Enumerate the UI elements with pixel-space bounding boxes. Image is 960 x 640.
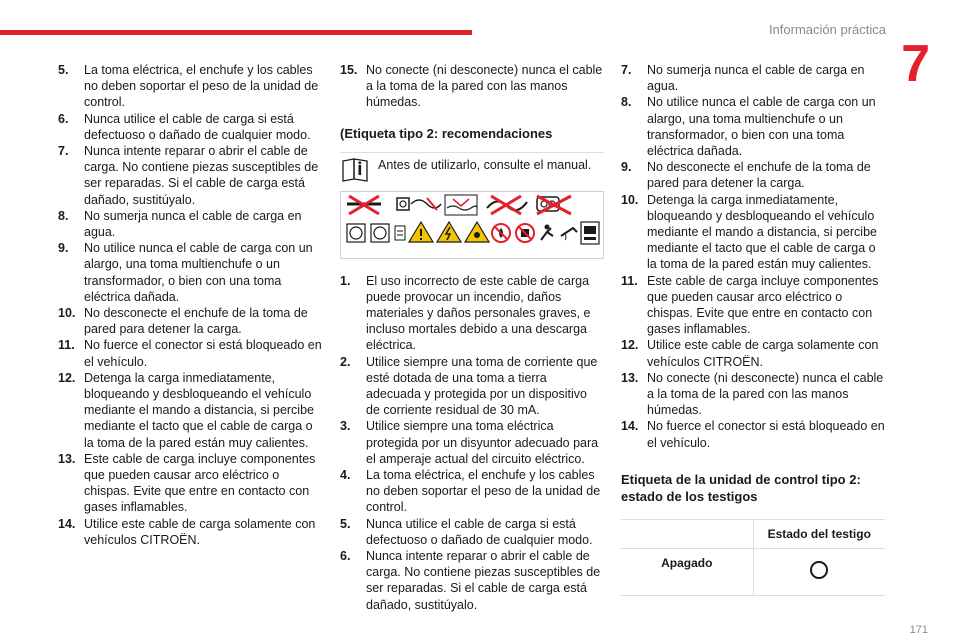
list-item xyxy=(340,62,604,111)
list-item-text: La toma eléctrica, el enchufe y los cables no deben soportar el peso de la unidad de control. xyxy=(84,63,319,110)
list-item-number: 11. xyxy=(58,338,75,353)
manual-book-icon xyxy=(340,157,370,183)
list-item xyxy=(621,370,885,419)
list-item xyxy=(621,62,885,94)
list-item-text: Nunca intente reparar o abrir el cable de carga. No contiene piezas susceptibles de ser reparadas. Si el cable de carga está dañado, sustitúyalo. xyxy=(84,144,319,207)
list-item-text: Utilice siempre una toma de corriente que esté dotada de una toma a tierra adecuada y protegida por un dispositivo de corriente residual de 30 mA. xyxy=(366,354,598,418)
list-item-number: 11. xyxy=(621,273,638,288)
list-item-text: Utilice este cable de carga solamente con vehículos CITROËN. xyxy=(84,516,316,547)
list-item-number: 10. xyxy=(58,306,76,321)
no-extension-cord-icon xyxy=(347,196,381,214)
list-item xyxy=(340,467,604,516)
status-table-row-state xyxy=(754,549,886,595)
list-item-number: 7. xyxy=(58,144,69,159)
list-item-text: El uso incorrecto de este cable de carga puede provocar un incendio, daños materiales y daños personales graves, e incluso mortales debido a una descarga eléctrica. xyxy=(366,273,591,353)
no-cable-pull-icon xyxy=(487,196,527,214)
status-table-row-label: Apagado xyxy=(621,549,754,595)
list-item xyxy=(340,354,604,419)
list-item xyxy=(621,273,885,338)
list-item-number: 5. xyxy=(58,63,69,77)
no-water-icon xyxy=(445,195,477,215)
list-item-number: 7. xyxy=(621,63,632,77)
list-item xyxy=(340,273,604,354)
hot-surface-icon xyxy=(561,228,577,240)
chapter-number: 7 xyxy=(901,35,930,93)
list-item-number: 2. xyxy=(340,354,351,369)
list-item-number: 3. xyxy=(340,419,351,434)
list-item xyxy=(58,516,322,548)
list-item xyxy=(58,62,322,111)
list-item-number: 9. xyxy=(621,160,632,175)
circle-off-icon xyxy=(810,561,828,579)
list-item xyxy=(58,143,322,208)
socket-earth-icon xyxy=(347,224,365,242)
list-item-number: 1. xyxy=(340,273,351,288)
control-unit-icon xyxy=(581,222,599,244)
list-item xyxy=(58,305,322,337)
column-2 xyxy=(340,62,604,613)
fuse-icon xyxy=(395,226,405,240)
col2-top-list xyxy=(340,62,604,111)
list-item-number: 10. xyxy=(621,192,639,207)
status-table-header-state: Estado del testigo xyxy=(767,526,871,541)
list-item xyxy=(58,111,322,143)
list-item-number: 14. xyxy=(58,516,76,531)
list-item xyxy=(621,192,885,273)
list-item-text: No fuerce el conector si está bloqueado en el vehículo. xyxy=(647,419,885,450)
list-item xyxy=(621,418,885,450)
list-item-number: 8. xyxy=(621,95,632,110)
list-item-number: 6. xyxy=(340,549,351,564)
list-item xyxy=(58,337,322,369)
list-item-text: Este cable de carga incluye componentes que pueden causar arco eléctrico o chispas. Evite que entre en contacto con gases inflamables. xyxy=(647,273,879,337)
list-item-number: 15. xyxy=(340,63,358,77)
page-header-title: Información práctica xyxy=(768,22,886,37)
header-accent-bar xyxy=(0,30,472,35)
electric-hazard-icon xyxy=(437,222,461,242)
list-item-number: 5. xyxy=(340,516,351,531)
list-item xyxy=(621,337,885,369)
list-item-text: Nunca utilice el cable de carga si está defectuoso o dañado de cualquier modo. xyxy=(84,111,311,142)
list-item-text: No conecte (ni desconecte) nunca el cable a la toma de la pared con las manos húmedas. xyxy=(366,63,603,110)
list-item-number: 9. xyxy=(58,241,69,256)
list-item-text: Este cable de carga incluye componentes que pueden causar arco eléctrico o chispas. Evite que entre en contacto con gases inflamables. xyxy=(84,451,316,515)
column-3 xyxy=(621,62,885,596)
list-item xyxy=(58,370,322,451)
page-number: 171 xyxy=(909,624,928,636)
list-item-text: Nunca intente reparar o abrir el cable de carga. No contiene piezas susceptibles de ser reparadas. Si el cable de carga está dañado, sustitúyalo. xyxy=(366,549,601,612)
column-1 xyxy=(58,62,322,548)
list-item xyxy=(58,240,322,305)
list-item-text: Nunca utilice el cable de carga si está defectuoso o dañado de cualquier modo. xyxy=(366,516,593,547)
warning-label-pictograms xyxy=(340,191,604,259)
list-item-text: Utilice siempre una toma eléctrica protegida por un disyuntor adecuado para el amperaje actual del circuito eléctrico. xyxy=(366,419,599,466)
list-item xyxy=(621,159,885,191)
no-wet-hands-icon xyxy=(516,224,534,242)
person-fall-icon xyxy=(541,224,553,240)
no-adapter-icon xyxy=(537,196,571,214)
col2-item-list xyxy=(340,273,604,613)
list-item-text: No fuerce el conector si está bloqueado en el vehículo. xyxy=(84,338,322,369)
status-table-header-empty xyxy=(621,520,754,548)
section-title-label-type2: (Etiqueta tipo 2: recomendaciones xyxy=(340,125,553,141)
section-title-control-unit-status: Etiqueta de la unidad de control tipo 2: estado de los testigos xyxy=(621,471,861,504)
list-item xyxy=(340,516,604,548)
list-item-text: No utilice nunca el cable de carga con un alargo, una toma multienchufe o un transformador, o bien con una toma eléctrica dañada. xyxy=(647,95,876,159)
list-item-text: No utilice nunca el cable de carga con un alargo, una toma multienchufe o un transformador, o bien con una toma eléctrica dañada. xyxy=(84,241,313,304)
list-item-number: 12. xyxy=(58,370,76,385)
list-item-text: No desconecte el enchufe de la toma de pared para detener la carga. xyxy=(84,306,308,337)
list-item-number: 4. xyxy=(340,468,351,483)
status-table-row xyxy=(621,549,885,596)
list-item-text: No desconecte el enchufe de la toma de pared para detener la carga. xyxy=(647,160,871,191)
list-item-number: 13. xyxy=(621,370,639,385)
list-item-number: 12. xyxy=(621,338,639,353)
list-item-text: Utilice este cable de carga solamente con vehículos CITROËN. xyxy=(647,338,879,369)
list-item-text: No sumerja nunca el cable de carga en agua. xyxy=(84,208,302,240)
status-table xyxy=(621,519,885,596)
list-item-text: La toma eléctrica, el enchufe y los cables no deben soportar el peso de la unidad de control. xyxy=(366,468,601,515)
list-item-number: 6. xyxy=(58,111,69,126)
list-item xyxy=(58,451,322,516)
list-item-text: Detenga la carga inmediatamente, bloqueando y desbloqueando el vehículo mediante el mando a distancia, si percibe mediante el tacto que el cable de carga o la toma de la pared están muy calientes. xyxy=(647,192,877,272)
manual-note-text: Antes de utilizarlo, consulte el manual. xyxy=(378,157,592,172)
warning-triangle-icon xyxy=(409,222,433,242)
col3-item-list xyxy=(621,62,885,451)
manual-note xyxy=(340,152,604,183)
list-item xyxy=(340,418,604,467)
list-item-text: No conecte (ni desconecte) nunca el cable a la toma de la pared con las manos húmedas. xyxy=(647,370,884,418)
list-item-text: No sumerja nunca el cable de carga en agua. xyxy=(647,63,865,94)
list-item-number: 14. xyxy=(621,419,639,434)
col1-item-list xyxy=(58,62,322,548)
list-item-text: Detenga la carga inmediatamente, bloqueando y desbloqueando el vehículo mediante el mando a distancia, si percibe mediante el tacto que el cable de carga o la toma de la pared están muy calientes. xyxy=(84,370,314,450)
status-table-header-row xyxy=(621,520,885,549)
hand-hazard-icon xyxy=(465,222,489,242)
list-item xyxy=(621,94,885,159)
no-multi-socket-icon xyxy=(397,198,441,210)
socket-rcd-icon xyxy=(371,224,389,242)
list-item xyxy=(340,548,604,613)
list-item-number: 13. xyxy=(58,451,76,466)
list-item xyxy=(58,208,322,240)
no-fire-icon xyxy=(492,224,510,242)
list-item-number: 8. xyxy=(58,208,69,223)
